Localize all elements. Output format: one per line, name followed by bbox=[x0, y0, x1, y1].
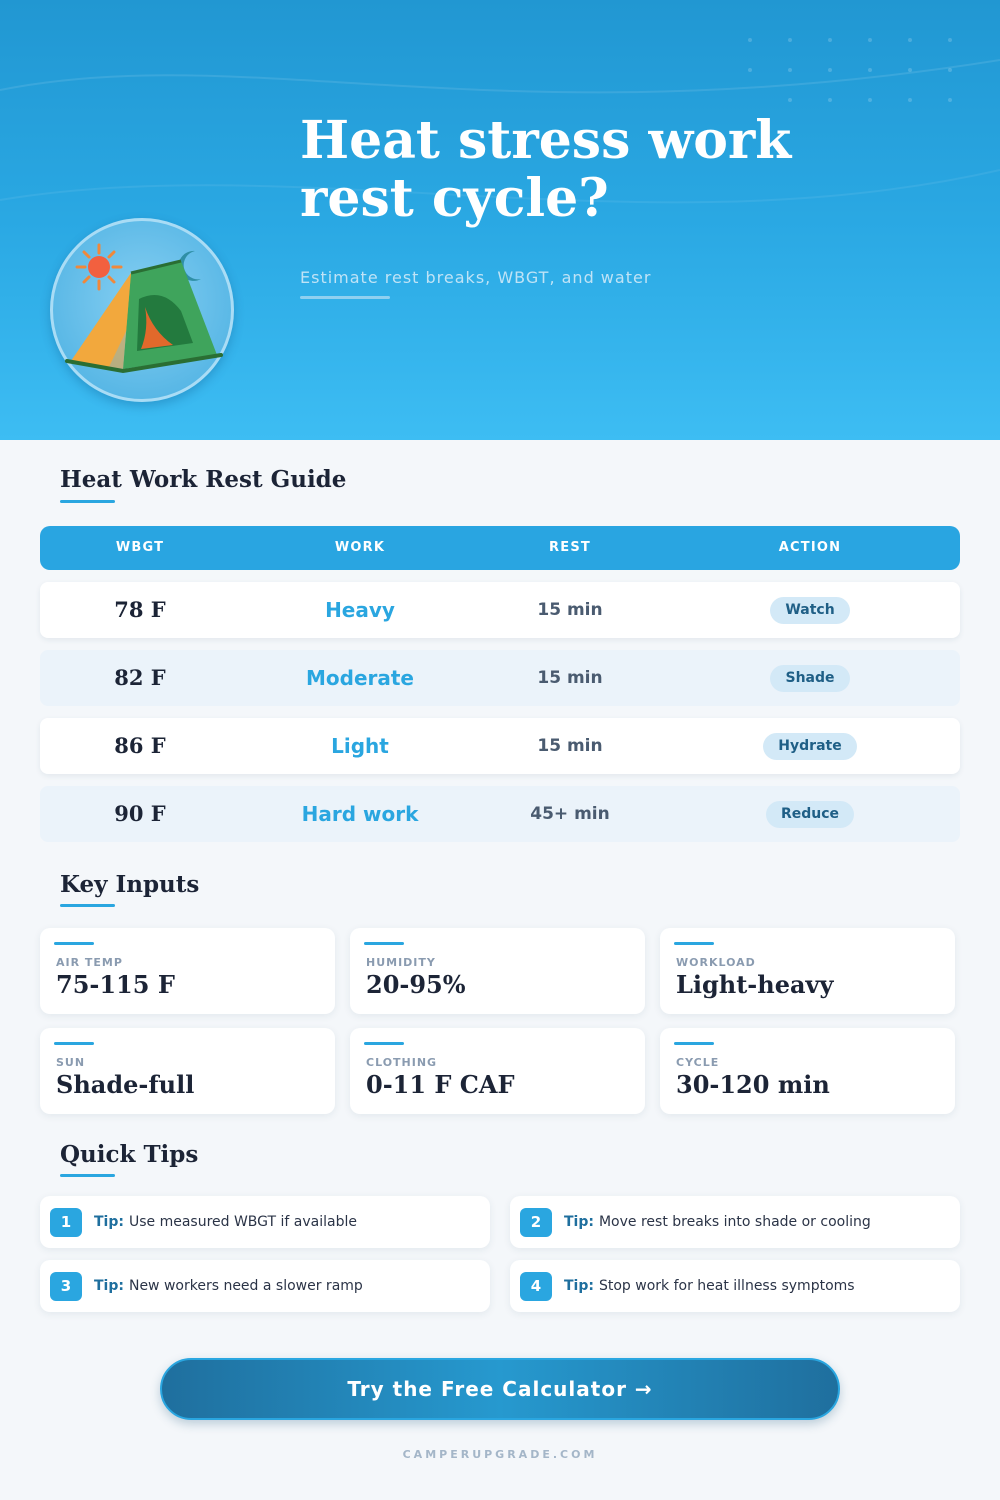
tip-card bbox=[510, 1260, 960, 1312]
page-title bbox=[300, 112, 900, 228]
tip-number-badge: 4 bbox=[520, 1272, 552, 1301]
input-card-humidity bbox=[350, 928, 645, 1014]
work-level: Moderate bbox=[305, 666, 414, 690]
input-card-sun bbox=[40, 1028, 335, 1114]
input-value: 20-95% bbox=[366, 970, 466, 999]
tip-number-badge: 3 bbox=[50, 1272, 82, 1301]
action-badge: Reduce bbox=[766, 801, 854, 828]
input-label: AIR TEMP bbox=[56, 956, 123, 969]
tip-number-badge: 2 bbox=[520, 1208, 552, 1237]
try-calculator-button[interactable]: Try the Free Calculator → bbox=[160, 1358, 840, 1420]
tip-text: New workers need a slower ramp bbox=[128, 1278, 363, 1294]
tip-prefix: Tip: bbox=[564, 1278, 594, 1294]
table-row bbox=[40, 718, 960, 774]
subtitle-underline bbox=[300, 296, 390, 299]
page-subtitle: Estimate rest breaks, WBGT, and water bbox=[300, 268, 652, 287]
camping-tent-icon bbox=[50, 218, 234, 402]
wbgt-value: 82 F bbox=[114, 665, 166, 690]
rest-duration: 15 min bbox=[537, 736, 603, 756]
action-badge: Shade bbox=[770, 665, 849, 692]
input-card-clothing bbox=[350, 1028, 645, 1114]
table-row bbox=[40, 582, 960, 638]
tips-section-title: Quick Tips bbox=[60, 1141, 199, 1168]
input-card-cycle bbox=[660, 1028, 955, 1114]
page-title-line-2: rest cycle? bbox=[300, 168, 609, 229]
page-title-line-1: Heat stress work bbox=[300, 110, 792, 171]
header-work: WORK bbox=[334, 540, 386, 555]
input-value: Light-heavy bbox=[676, 970, 834, 999]
header-wbgt: WBGT bbox=[115, 540, 165, 555]
sun-icon bbox=[77, 245, 121, 289]
tip-prefix: Tip: bbox=[94, 1278, 124, 1294]
inputs-title-underline bbox=[60, 904, 115, 907]
wbgt-value: 86 F bbox=[114, 733, 166, 758]
inputs-section-title: Key Inputs bbox=[60, 871, 200, 898]
tip-number-badge: 1 bbox=[50, 1208, 82, 1237]
work-level: Heavy bbox=[325, 598, 395, 622]
tip-text: Use measured WBGT if available bbox=[128, 1214, 357, 1230]
work-level: Hard work bbox=[301, 802, 419, 826]
tip-text: Move rest breaks into shade or cooling bbox=[598, 1214, 871, 1230]
wbgt-value: 90 F bbox=[114, 801, 166, 826]
action-badge: Hydrate bbox=[763, 733, 856, 760]
input-label: SUN bbox=[56, 1056, 86, 1069]
input-card-air-temp bbox=[40, 928, 335, 1014]
input-value: 0-11 F CAF bbox=[366, 1070, 515, 1099]
input-label: CLOTHING bbox=[366, 1056, 438, 1069]
work-level: Light bbox=[331, 734, 389, 758]
tip-prefix: Tip: bbox=[94, 1214, 124, 1230]
action-badge: Watch bbox=[770, 597, 849, 624]
rest-duration: 15 min bbox=[537, 600, 603, 620]
wbgt-value: 78 F bbox=[114, 597, 166, 622]
header-rest: REST bbox=[549, 540, 591, 555]
input-value: Shade-full bbox=[56, 1070, 195, 1099]
hero-banner bbox=[0, 0, 1000, 440]
table-row bbox=[40, 786, 960, 842]
tip-text: Stop work for heat illness symptoms bbox=[598, 1278, 855, 1294]
rest-duration: 45+ min bbox=[530, 804, 610, 824]
tip-card bbox=[510, 1196, 960, 1248]
tips-title-underline bbox=[60, 1174, 115, 1177]
input-label: WORKLOAD bbox=[676, 956, 756, 969]
guide-section-title: Heat Work Rest Guide bbox=[60, 466, 347, 493]
footer-site-link[interactable]: CAMPERUPGRADE.COM bbox=[402, 1448, 598, 1461]
input-label: CYCLE bbox=[676, 1056, 720, 1069]
tip-card bbox=[40, 1196, 490, 1248]
input-label: HUMIDITY bbox=[366, 956, 436, 969]
guide-title-underline bbox=[60, 500, 115, 503]
input-value: 30-120 min bbox=[676, 1070, 830, 1099]
header-action: ACTION bbox=[778, 540, 842, 555]
guide-table-header bbox=[40, 526, 960, 570]
rest-duration: 15 min bbox=[537, 668, 603, 688]
tip-card bbox=[40, 1260, 490, 1312]
tip-prefix: Tip: bbox=[564, 1214, 594, 1230]
table-row bbox=[40, 650, 960, 706]
input-card-workload bbox=[660, 928, 955, 1014]
input-value: 75-115 F bbox=[56, 970, 175, 999]
